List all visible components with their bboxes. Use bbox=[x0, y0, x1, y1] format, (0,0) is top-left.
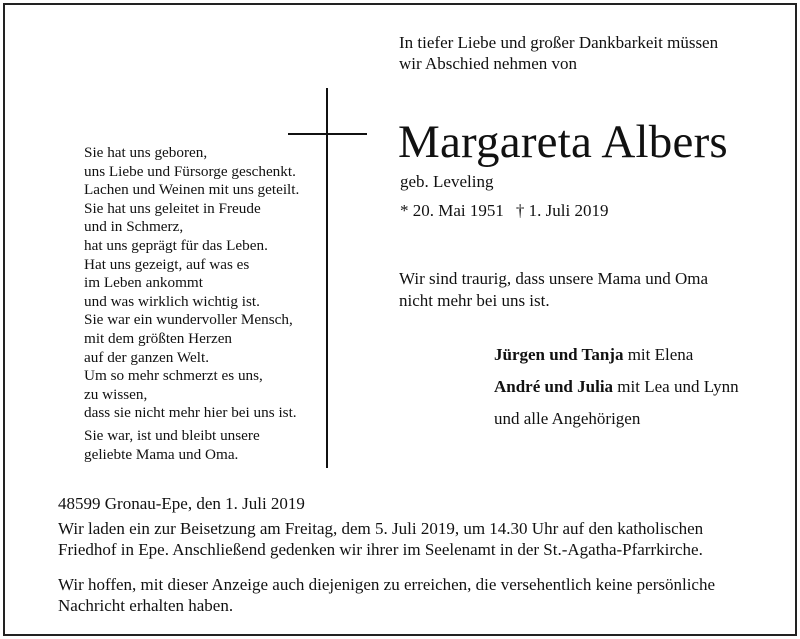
poem-line: mit dem größten Herzen bbox=[84, 329, 233, 347]
note-line: Nachricht erhalten haben. bbox=[58, 596, 234, 615]
poem-line: Sie hat uns geleitet in Freude bbox=[84, 199, 261, 217]
poem-line: Sie war, ist und bleibt unsere bbox=[84, 426, 260, 444]
poem-line: im Leben ankommt bbox=[84, 274, 203, 292]
family-rest: und alle Angehörigen bbox=[494, 409, 641, 428]
poem-line: Lachen und Weinen mit uns geteilt. bbox=[84, 181, 300, 199]
family-row bbox=[494, 376, 739, 398]
invitation-line: Friedhof in Epe. Anschließend gedenken wir ihrer im Seelenamt in der St.-Agatha-Pfarrkirche. bbox=[58, 540, 703, 559]
poem-line: und was wirklich wichtig ist. bbox=[84, 292, 260, 310]
family-rest: mit Lea und Lynn bbox=[613, 377, 739, 396]
funeral-invitation bbox=[58, 518, 703, 560]
poem-line: auf der ganzen Welt. bbox=[84, 348, 209, 366]
poem-line: und in Schmerz, bbox=[84, 218, 184, 236]
death-date: † 1. Juli 2019 bbox=[515, 201, 609, 220]
invitation-line: Wir laden ein zur Beisetzung am Freitag, dem 5. Juli 2019, um 14.30 Uhr auf den katholischen bbox=[58, 519, 704, 538]
sad-message bbox=[399, 268, 708, 312]
note-line: Wir hoffen, mit dieser Anzeige auch diejenigen zu erreichen, die versehentlich keine persönliche bbox=[58, 575, 716, 594]
intro-line: In tiefer Liebe und großer Dankbarkeit müssen bbox=[399, 33, 719, 52]
sad-line: Wir sind traurig, dass unsere Mama und Oma bbox=[399, 269, 709, 288]
poem bbox=[84, 144, 299, 464]
family-row bbox=[494, 408, 640, 430]
poem-line: geliebte Mama und Oma. bbox=[84, 445, 239, 463]
poem-line: uns Liebe und Fürsorge geschenkt. bbox=[84, 162, 296, 180]
cross-horizontal-bar bbox=[288, 133, 367, 135]
poem-line: Hat uns gezeigt, auf was es bbox=[84, 255, 250, 273]
poem-line: hat uns geprägt für das Leben. bbox=[84, 236, 268, 254]
poem-line: dass sie nicht mehr hier bei uns ist. bbox=[84, 404, 297, 422]
family-rest: mit Elena bbox=[623, 345, 694, 364]
poem-line: zu wissen, bbox=[84, 385, 148, 403]
deceased-name: Margareta Albers bbox=[398, 116, 728, 168]
family-names: Jürgen und Tanja bbox=[494, 345, 624, 364]
poem-line: Sie hat uns geboren, bbox=[84, 144, 208, 161]
intro-text bbox=[399, 32, 718, 74]
birth-date: * 20. Mai 1951 bbox=[400, 201, 504, 220]
intro-line: wir Abschied nehmen von bbox=[399, 54, 577, 73]
maiden-name: geb. Leveling bbox=[400, 172, 494, 191]
poem-line: Um so mehr schmerzt es uns, bbox=[84, 367, 263, 385]
sad-line: nicht mehr bei uns ist. bbox=[399, 291, 550, 310]
place-date: 48599 Gronau-Epe, den 1. Juli 2019 bbox=[58, 494, 305, 513]
closing-note bbox=[58, 574, 715, 616]
family-names: André und Julia bbox=[494, 377, 614, 396]
poem-closing bbox=[84, 427, 299, 464]
cross-vertical-bar bbox=[326, 88, 328, 468]
life-dates bbox=[400, 201, 608, 221]
family-row bbox=[494, 344, 693, 366]
poem-line: Sie war ein wundervoller Mensch, bbox=[84, 311, 293, 329]
